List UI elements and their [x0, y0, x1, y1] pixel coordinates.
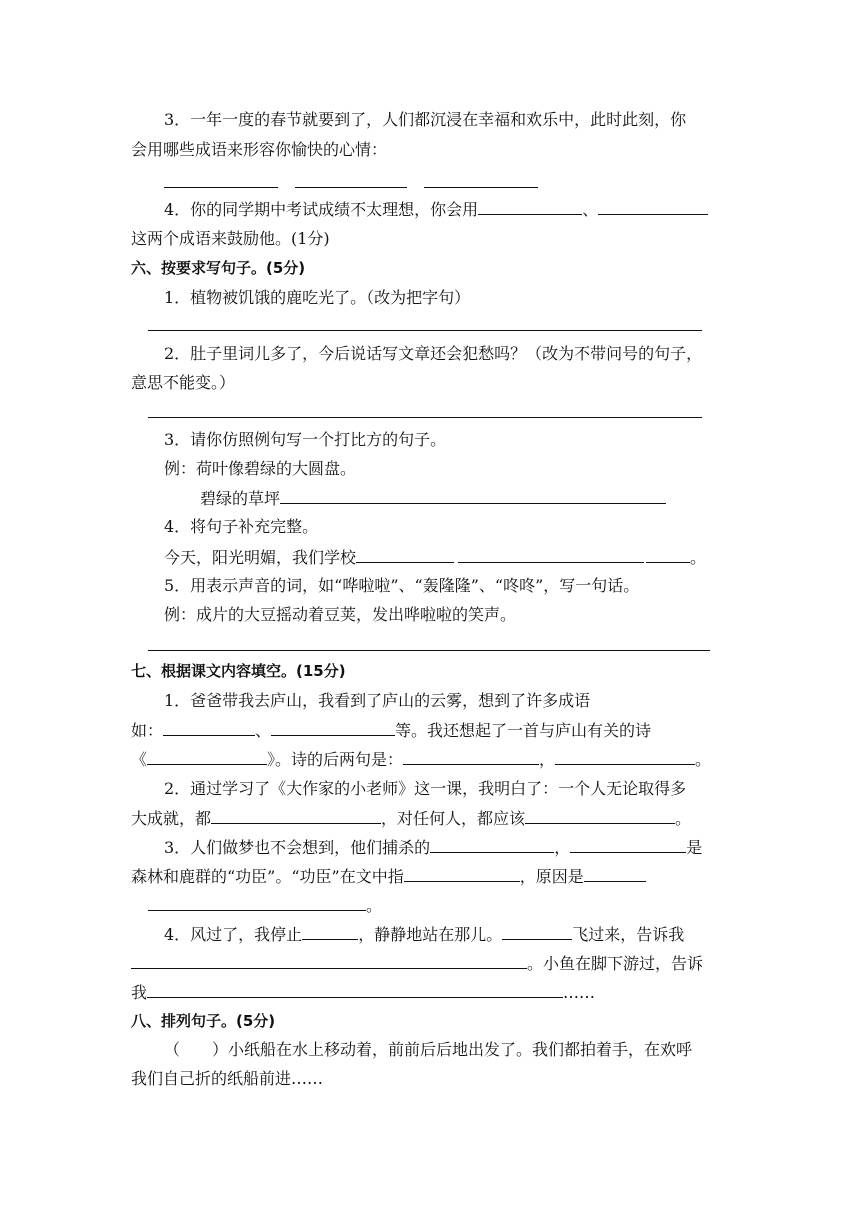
s6-q4-line — [164, 547, 706, 568]
q5-item3-line1: 3．一年一度的春节就要到了，人们都沉浸在幸福和欢乐中，此时此刻，你 — [164, 110, 687, 129]
s7-q3-blank-2[interactable] — [570, 837, 686, 853]
q5-item4-line1 — [164, 199, 708, 220]
s7-q4-text-5: 我 — [131, 983, 148, 1002]
s6-q3-prompt-line — [200, 488, 666, 509]
s7-q1-open-quote: 《 — [131, 750, 148, 769]
s7-q4-text-2: ，静静地站在那儿。 — [358, 925, 503, 944]
s7-q4-text-3: 飞过来，告诉我 — [572, 925, 685, 944]
section-8-title: 八、排列句子。(5分) — [131, 1012, 276, 1030]
s6-q4: 4．将句子补充完整。 — [164, 517, 319, 536]
s8-q1-paren[interactable]: （ ） — [164, 1040, 229, 1059]
s7-q1-verse-blank-2[interactable] — [555, 749, 695, 765]
s7-q3-line2 — [131, 866, 646, 887]
s7-q3-text-1: 3．人们做梦也不会想到，他们捕杀的 — [164, 838, 431, 857]
s6-q4-end: 。 — [690, 548, 707, 567]
s7-q3-blank-3[interactable] — [404, 866, 520, 882]
s7-q4-text-4: 。小鱼在脚下游过，告诉 — [527, 954, 704, 973]
s7-q1-comma: ， — [539, 750, 556, 769]
s7-q3-text-3: 森林和鹿群的“功臣”。“功臣”在文中指 — [131, 867, 404, 886]
q5-item4-sep: 、 — [582, 200, 599, 219]
q5-item4-blank-2[interactable] — [598, 199, 708, 215]
s7-q3-end: 。 — [366, 896, 383, 915]
q5-item3-blank-3[interactable] — [424, 187, 538, 188]
q5-item3-blank-2[interactable] — [295, 187, 407, 188]
s6-q1: 1．植物被饥饿的鹿吃光了。（改为把字句） — [164, 288, 471, 307]
s7-q1-line1: 1．爸爸带我去庐山，我看到了庐山的云雾，想到了许多成语 — [164, 691, 591, 710]
s7-q3-blank-4[interactable] — [584, 866, 646, 882]
s6-q2-line2: 意思不能变。） — [131, 373, 236, 392]
s7-q4-blank-2[interactable] — [502, 924, 572, 940]
s7-q1-line2 — [131, 720, 651, 741]
s6-q5: 5．用表示声音的词，如“哗啦啦”、“轰隆隆”、“咚咚”，写一句话。 — [164, 576, 640, 595]
s8-q1-line2: 我们自己折的纸船前进…… — [131, 1069, 324, 1088]
s8-q1-text: 小纸船在水上移动着，前前后后地出发了。我们都拍着手，在欢呼 — [228, 1040, 693, 1059]
s7-q4-line2 — [131, 953, 703, 974]
s7-q1-text: 等。我还想起了一首与庐山有关的诗 — [395, 721, 652, 740]
s7-q1-sep: 、 — [255, 721, 272, 740]
q5-item4-blank-1[interactable] — [478, 199, 582, 215]
s7-q1-end: 。 — [695, 750, 712, 769]
s7-q4-ellipsis: …… — [563, 983, 596, 1002]
s7-q4-line3 — [131, 982, 595, 1003]
s7-q2-text-1: 大成就，都 — [131, 809, 212, 828]
s6-q2-line1: 2．肚子里词儿多了，今后说话写文章还会犯愁吗？（改为不带问号的句子， — [164, 344, 703, 363]
q5-item3-line2: 会用哪些成语来形容你愉快的心情： — [131, 140, 388, 159]
s6-q3-blank[interactable] — [280, 488, 666, 504]
s7-q1-poem-text: 》。诗的后两句是： — [267, 750, 404, 769]
section-7-title: 七、根据课文内容填空。(15分) — [131, 662, 346, 680]
s6-q3: 3．请你仿照例句写一个打比方的句子。 — [164, 430, 447, 449]
s7-q3-text-4: ，原因是 — [519, 867, 584, 886]
s7-q1-verse-blank-1[interactable] — [403, 749, 539, 765]
s7-q2-text-2: ，对任何人，都应该 — [381, 809, 526, 828]
s6-q5-answer-line[interactable] — [148, 650, 710, 651]
s7-q1-line3 — [131, 749, 711, 770]
s7-q3-blank-5[interactable] — [148, 895, 366, 911]
s7-q1-blank-1[interactable] — [163, 720, 255, 736]
s7-q1-blank-2[interactable] — [271, 720, 395, 736]
s6-q1-answer-line[interactable] — [148, 330, 702, 331]
s7-q4-blank-1[interactable] — [302, 924, 358, 940]
s7-q3-line3 — [148, 895, 382, 916]
q5-item3-blank-1[interactable] — [164, 187, 278, 188]
s7-q3-line1 — [164, 837, 702, 858]
s7-q4-line1 — [164, 924, 684, 945]
s6-q4-text: 今天，阳光明媚，我们学校 — [164, 548, 357, 567]
s6-q4-blank-3[interactable] — [646, 547, 690, 563]
s7-q4-blank-4[interactable] — [147, 982, 563, 998]
s6-q2-answer-line[interactable] — [148, 417, 702, 418]
s6-q5-example: 例：成片的大豆摇动着豆荚，发出哗啦啦的笑声。 — [164, 605, 517, 624]
section-6-title: 六、按要求写句子。(5分) — [131, 259, 306, 277]
s7-q3-text-2: 是 — [686, 838, 703, 857]
s6-q3-example: 例：荷叶像碧绿的大圆盘。 — [164, 459, 357, 478]
s6-q4-blank-1[interactable] — [356, 547, 454, 563]
s7-q1-label: 如： — [131, 721, 164, 740]
s7-q2-line2 — [131, 808, 691, 829]
s6-q3-prompt: 碧绿的草坪 — [200, 489, 281, 508]
s7-q3-comma: ， — [554, 838, 571, 857]
s7-q1-poem-blank[interactable] — [147, 749, 267, 765]
s7-q4-text-1: 4．风过了，我停止 — [164, 925, 303, 944]
s7-q2-end: 。 — [675, 809, 692, 828]
s6-q4-blank-2[interactable] — [458, 547, 644, 563]
q5-item4-text: 4．你的同学期中考试成绩不太理想，你会用 — [164, 200, 479, 219]
s8-q1-line1 — [164, 1040, 692, 1060]
s7-q4-blank-3[interactable] — [131, 953, 527, 969]
s7-q2-line1: 2．通过学习了《大作家的小老师》这一课，我明白了：一个人无论取得多 — [164, 779, 687, 798]
s7-q2-blank-2[interactable] — [525, 808, 675, 824]
q5-item4-line2: 这两个成语来鼓励他。(1分) — [131, 229, 330, 248]
s7-q3-blank-1[interactable] — [430, 837, 554, 853]
s7-q2-blank-1[interactable] — [211, 808, 381, 824]
